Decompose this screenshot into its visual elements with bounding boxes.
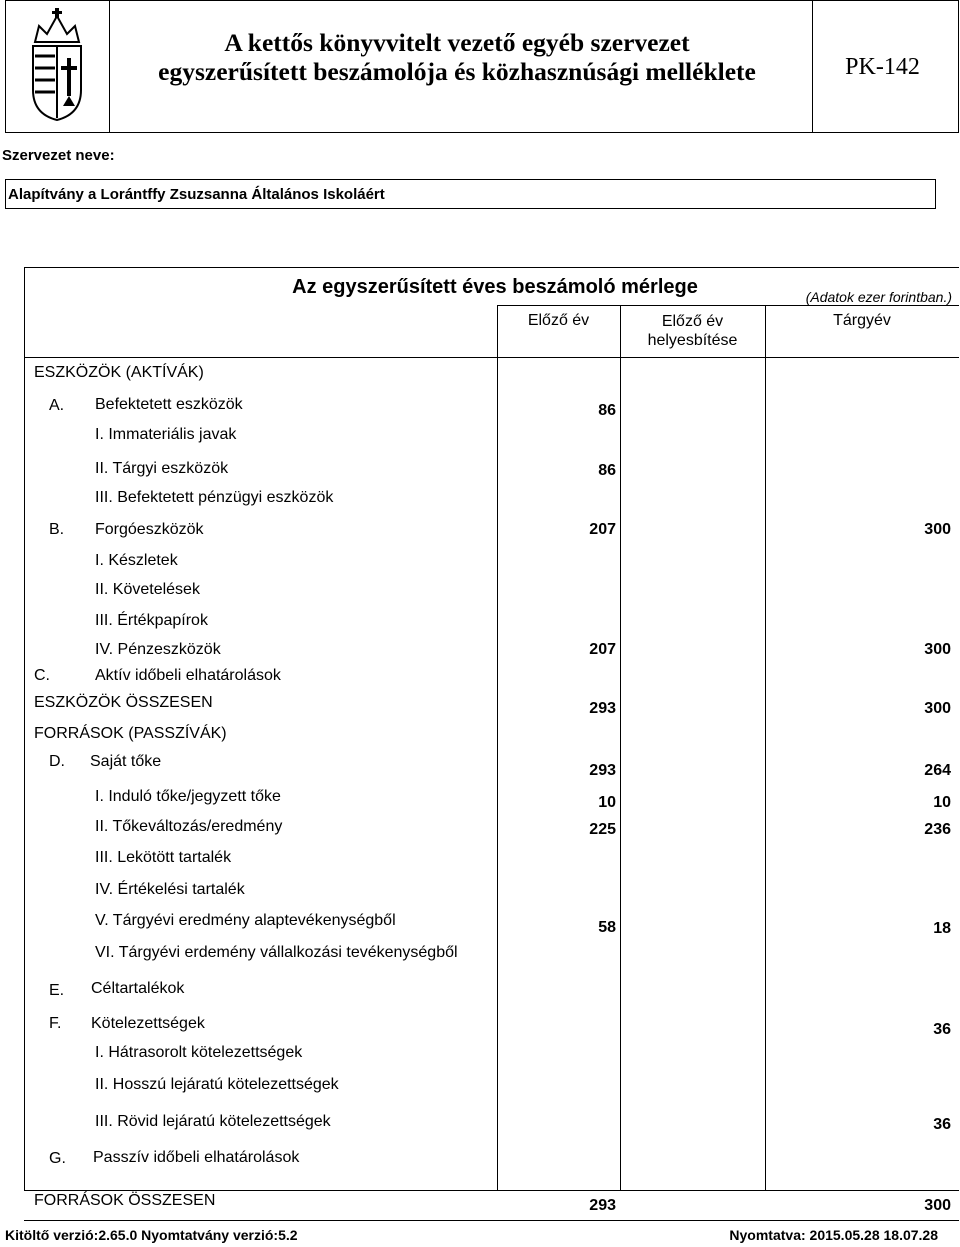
col-header-prev-adj-line2: helyesbítése bbox=[647, 332, 738, 349]
row-current-value: 300 bbox=[924, 641, 951, 658]
row-label: I. Hátrasorolt kötelezettségek bbox=[95, 1044, 303, 1061]
row-label: Saját tőke bbox=[90, 753, 162, 770]
row-code: D. bbox=[49, 753, 65, 770]
row-label: II. Követelések bbox=[95, 581, 200, 598]
row-label: FORRÁSOK (PASSZÍVÁK) bbox=[34, 725, 227, 742]
row-current-value: 36 bbox=[933, 1021, 951, 1038]
row-label: Forgóeszközök bbox=[95, 521, 204, 538]
row-label: I. Készletek bbox=[95, 552, 178, 569]
row-prev-value: 58 bbox=[598, 919, 616, 936]
row-label: III. Rövid lejáratú kötelezettségek bbox=[95, 1113, 331, 1130]
row-label: Befektetett eszközök bbox=[95, 396, 243, 413]
row-label: ESZKÖZÖK (AKTÍVÁK) bbox=[34, 364, 204, 381]
row-current-value: 264 bbox=[924, 762, 951, 779]
col-header-current: Tárgyév bbox=[833, 312, 891, 329]
footer-version: Kitöltő verzió:2.65.0 Nyomtatvány verzió:5.2 bbox=[5, 1227, 298, 1243]
row-label: FORRÁSOK ÖSSZESEN bbox=[34, 1192, 216, 1209]
row-prev-value: 225 bbox=[589, 821, 616, 838]
row-code: A. bbox=[49, 397, 65, 414]
row-label: IV. Értékelési tartalék bbox=[95, 881, 245, 898]
col-header-prev-adj bbox=[620, 312, 765, 350]
form-title-line2: egyszerűsített beszámolója és közhasznúsági melléklete bbox=[158, 57, 756, 86]
row-label: Aktív időbeli elhatárolások bbox=[95, 667, 281, 684]
row-prev-value: 293 bbox=[589, 762, 616, 779]
row-prev-value: 293 bbox=[589, 700, 616, 717]
row-code: E. bbox=[49, 982, 65, 999]
row-label: II. Tárgyi eszközök bbox=[95, 460, 229, 477]
row-current-value: 300 bbox=[924, 1197, 951, 1214]
row-label: III. Befektetett pénzügyi eszközök bbox=[95, 489, 334, 506]
balance-sheet-title: Az egyszerűsített éves beszámoló mérlege bbox=[292, 276, 698, 298]
row-code: G. bbox=[49, 1150, 66, 1167]
row-prev-value: 86 bbox=[598, 462, 616, 479]
row-label: Passzív időbeli elhatárolások bbox=[93, 1149, 300, 1166]
row-label: V. Tárgyévi eredmény alaptevékenységből bbox=[95, 912, 396, 929]
row-current-value: 18 bbox=[933, 920, 951, 937]
row-label: I. Induló tőke/jegyzett tőke bbox=[95, 788, 281, 805]
col-header-prev-adj-line1: Előző év bbox=[661, 313, 724, 330]
row-label: Kötelezettségek bbox=[91, 1015, 205, 1032]
row-label: I. Immateriális javak bbox=[95, 426, 237, 443]
unit-note: (Adatok ezer forintban.) bbox=[805, 289, 952, 305]
row-label: II. Hosszú lejáratú kötelezettségek bbox=[95, 1076, 339, 1093]
organization-name: Alapítvány a Lorántffy Zsuzsanna Általános Iskoláért bbox=[5, 179, 936, 209]
coat-of-arms-icon bbox=[25, 6, 89, 124]
row-label: Céltartalékok bbox=[91, 980, 185, 997]
row-current-value: 300 bbox=[924, 521, 951, 538]
row-label: III. Lekötött tartalék bbox=[95, 849, 232, 866]
row-label: IV. Pénzeszközök bbox=[95, 641, 221, 658]
row-label: III. Értékpapírok bbox=[95, 612, 208, 629]
form-title bbox=[108, 28, 806, 86]
row-code: F. bbox=[49, 1015, 62, 1032]
row-current-value: 300 bbox=[924, 700, 951, 717]
row-code: C. bbox=[34, 667, 50, 684]
row-current-value: 236 bbox=[924, 821, 951, 838]
organization-label: Szervezet neve: bbox=[2, 147, 115, 164]
row-current-value: 10 bbox=[933, 794, 951, 811]
row-prev-value: 293 bbox=[589, 1197, 616, 1214]
row-current-value: 36 bbox=[933, 1116, 951, 1133]
form-title-line1: A kettős könyvvitelt vezető egyéb szervezet bbox=[224, 28, 690, 57]
row-label: VI. Tárgyévi erdemény vállalkozási tevékenységből bbox=[95, 944, 458, 961]
row-prev-value: 207 bbox=[589, 521, 616, 538]
row-code: B. bbox=[49, 521, 65, 538]
row-prev-value: 207 bbox=[589, 641, 616, 658]
col-header-prev: Előző év bbox=[527, 312, 590, 329]
footer-print-date: Nyomtatva: 2015.05.28 18.07.28 bbox=[729, 1227, 938, 1243]
row-prev-value: 86 bbox=[598, 402, 616, 419]
row-label: ESZKÖZÖK ÖSSZESEN bbox=[34, 694, 213, 711]
row-label: II. Tőkeváltozás/eredmény bbox=[95, 818, 283, 835]
row-prev-value: 10 bbox=[598, 794, 616, 811]
form-code: PK-142 bbox=[845, 54, 920, 80]
